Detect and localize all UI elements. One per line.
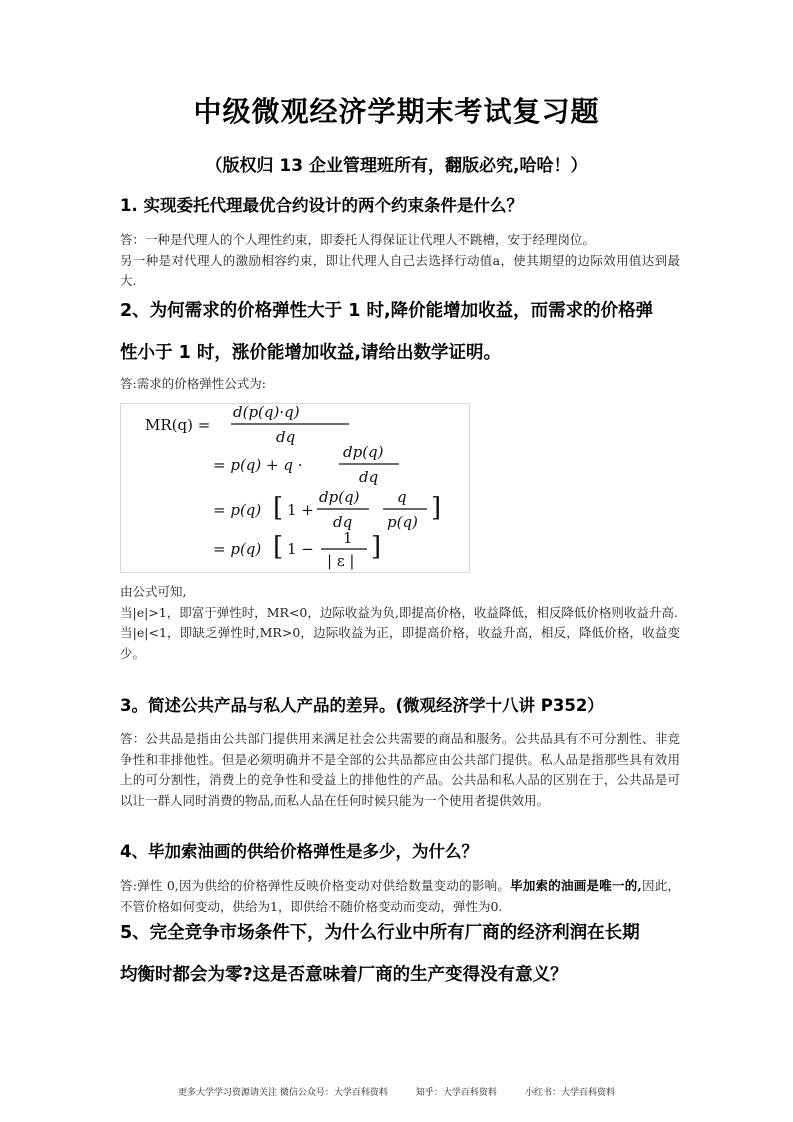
answer-2-conclusion bbox=[120, 582, 680, 664]
question-5-line-1: 5、完全竞争市场条件下，为什么行业中所有厂商的经济利润在长期 bbox=[120, 923, 640, 943]
formula-l3-a: = p(q) bbox=[213, 501, 262, 519]
answer-4-part-b: 因此，不管价格如何变动，供给为1，即供给不随价格变动而变动，弹性为0. bbox=[120, 878, 680, 914]
question-3: 3。简述公共产品与私人产品的差异。(微观经济学十八讲 P352） bbox=[120, 696, 604, 715]
question-5 bbox=[120, 912, 680, 996]
svg-text:1 −: 1 − bbox=[287, 540, 314, 558]
answer-1-line-2: 另一种是对代理人的激励相容约束，即让代理人自己去选择行动值a，使其期望的边际效用值达到最大. bbox=[120, 252, 680, 288]
mr-formula-image bbox=[120, 403, 470, 573]
answer-2-line-3: 当|e|<1，即缺乏弹性时,MR>0，边际收益为正，即提高价格，收益升高，相反，降低价格，收益变少。 bbox=[120, 625, 680, 661]
answer-3: 答：公共品是指由公共部门提供用来满足社会公共需要的商品和服务。公共品具有不可分割性、非竞争性和非排他性。但是必须明确并不是全部的公共品都应由公共部门提供。私人品是指那些具有效用上的可分割性，消费上的竞争性和受益上的排他性的产品。公共品和私人品的区别在于，公共品是可以让一群人同时消费的物品,而私人品在任何时候只能为一个使用者提供效用。 bbox=[120, 731, 680, 808]
page-footer bbox=[0, 1085, 793, 1098]
formula-l2-num: dp(q) bbox=[343, 443, 384, 461]
question-1: 1. 实现委托代理最优合约设计的两个约束条件是什么？ bbox=[120, 196, 523, 215]
formula-l4-a: = p(q) bbox=[213, 540, 262, 558]
footer-zhihu: 知乎：大学百科资料 bbox=[415, 1088, 497, 1098]
answer-1 bbox=[120, 230, 680, 292]
footer-xiaohongshu: 小红书：大学百科资料 bbox=[524, 1088, 615, 1098]
question-5-line-2: 均衡时都会为零?这是否意味着厂商的生产变得没有意义？ bbox=[120, 965, 568, 985]
question-2-line-2: 性小于 1 时，涨价能增加收益,请给出数学证明。 bbox=[120, 343, 502, 363]
document-title: 中级微观经济学期末考试复习题 bbox=[193, 95, 600, 128]
formula-l3-num2: q bbox=[397, 488, 407, 506]
question-2 bbox=[120, 290, 680, 374]
document-subtitle: （版权归 13 企业管理班所有，翻版必究,哈哈！） bbox=[205, 156, 588, 176]
formula-l3-num1: dp(q) bbox=[319, 488, 360, 506]
answer-4 bbox=[120, 876, 680, 917]
formula-l2-a: = p(q) + q · bbox=[213, 456, 303, 474]
formula-l2-den: dq bbox=[359, 468, 379, 486]
formula-l3-den1: dq bbox=[333, 513, 353, 531]
question-2-line-1: 2、为何需求的价格弹性大于 1 时,降价能增加收益，而需求的价格弹 bbox=[120, 301, 654, 321]
formula-lhs: MR(q) = bbox=[145, 416, 211, 434]
formula-l4-num: 1 bbox=[343, 529, 353, 547]
formula-l1-num: d(p(q)·q) bbox=[233, 404, 300, 421]
formula-l1-den: dq bbox=[276, 428, 296, 446]
formula-l3-den2: p(q) bbox=[387, 513, 418, 531]
svg-text:]: ] bbox=[371, 532, 382, 562]
svg-text:[: [ bbox=[273, 493, 284, 523]
answer-2-intro: 答:需求的价格弹性公式为: bbox=[120, 376, 266, 391]
question-4: 4、毕加索油画的供给价格弹性是多少，为什么？ bbox=[120, 842, 478, 861]
answer-1-line-1: 答：一种是代理人的个人理性约束，即委托人得保证让代理人不跳槽，安于经理岗位。 bbox=[120, 232, 596, 247]
answer-2-line-2: 当|e|>1，即富于弹性时，MR<0，边际收益为负,即提高价格，收益降低，相反降低价格则收益升高. bbox=[120, 604, 678, 620]
answer-4-part-a: 答:弹性 0,因为供给的价格弹性反映价格变动对供给数量变动的影响。 bbox=[120, 878, 511, 893]
footer-wechat: 更多大学学习资源请关注 微信公众号：大学百科资料 bbox=[178, 1088, 388, 1098]
svg-text:]: ] bbox=[431, 493, 442, 523]
answer-4-bold: 毕加索的油画是唯一的, bbox=[510, 878, 642, 893]
svg-text:[: [ bbox=[273, 532, 284, 562]
answer-2-line-1: 由公式可知, bbox=[120, 584, 187, 599]
svg-text:1 +: 1 + bbox=[287, 501, 314, 519]
formula-l4-den: | ε | bbox=[327, 552, 355, 570]
